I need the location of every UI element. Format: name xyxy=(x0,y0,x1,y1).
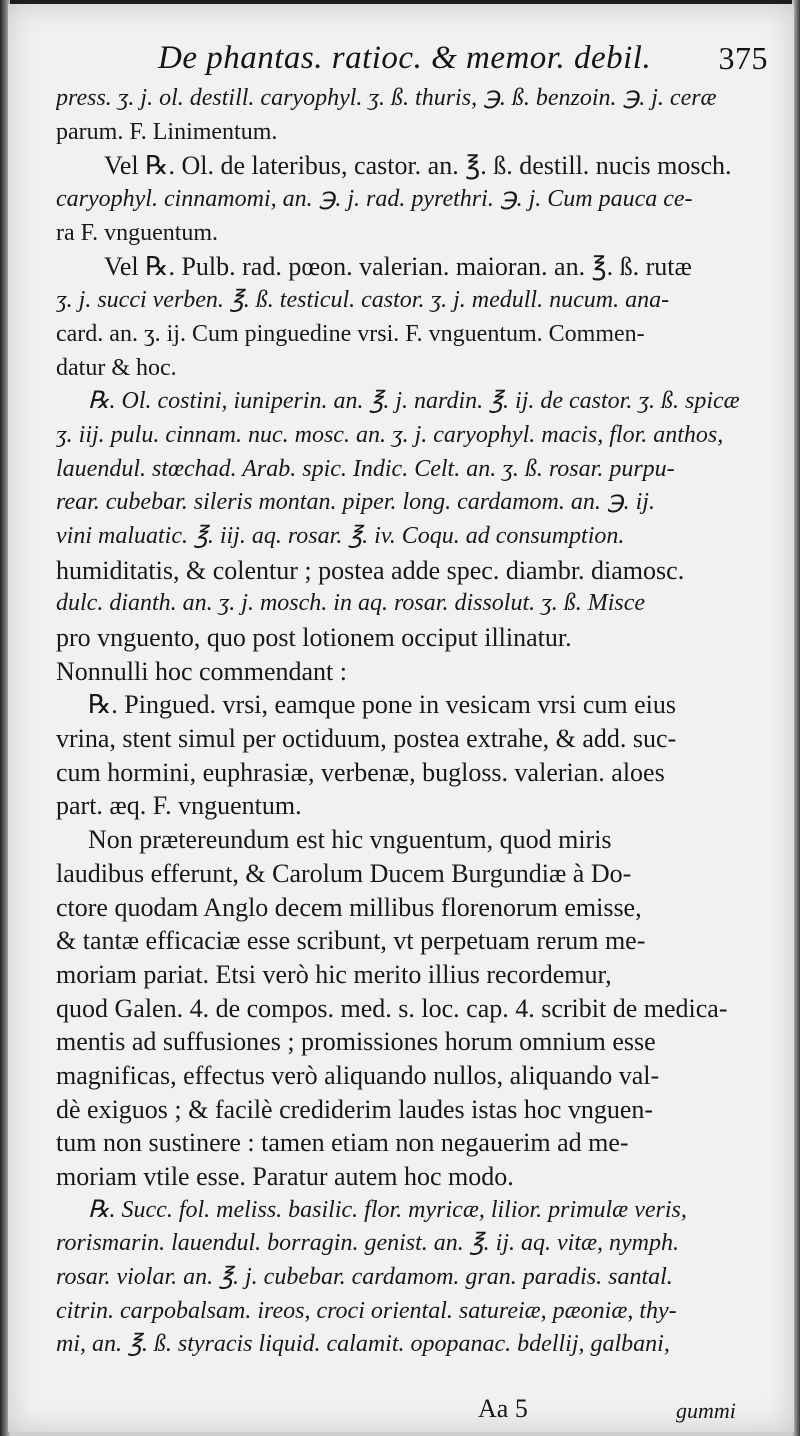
text-line: datur & hoc. xyxy=(56,354,177,381)
text-line: card. an. ʒ. ij. Cum pinguedine vrsi. F. vnguentum. Commen- xyxy=(56,320,645,347)
text-line: press. ʒ. j. ol. destill. caryophyl. ʒ. ß. thuris, ℈. ß. benzoin. ℈. j. ceræ xyxy=(56,85,717,111)
text-line: ℞. Ol. costini, iuniperin. an. ℥. j. nardin. ℥. ij. de castor. ʒ. ß. spicæ xyxy=(88,388,740,415)
text-line: ctore quodam Anglo decem millibus florenorum emisse, xyxy=(56,892,642,922)
text-line: moriam vtile esse. Paratur autem hoc modo. xyxy=(56,1162,514,1191)
text-line: Vel ℞. Pulb. rad. pœon. valerian. maioran. an. ℥. ß. rutæ xyxy=(104,252,692,282)
text-line: rosar. violar. an. ℥. j. cubebar. cardamom. gran. paradis. santal. xyxy=(56,1264,673,1291)
text-line: moriam pariat. Etsi verò hic merito illius recordemur, xyxy=(56,959,612,989)
catchword: gummi xyxy=(676,1398,736,1423)
text-line: Nonnulli hoc commendant : xyxy=(56,656,348,686)
text-line: & tantæ efficaciæ esse scribunt, vt perpetuam rerum me- xyxy=(56,926,646,956)
text-line: tum non sustinere : tamen etiam non negauerim ad me- xyxy=(56,1128,629,1158)
text-line: ʒ. iij. pulu. cinnam. nuc. mosc. an. ʒ. j. caryophyl. macis, flor. anthos, xyxy=(56,421,724,448)
text-line: caryophyl. cinnamomi, an. ℈. j. rad. pyrethri. ℈. j. Cum pauca ce- xyxy=(56,186,693,213)
text-line: rorismarin. lauendul. borragin. genist. an. ℥. ij. aq. vitæ, nymph. xyxy=(56,1230,679,1257)
text-line: rear. cubebar. sileris montan. piper. long. cardamom. an. ℈. ij. xyxy=(56,489,655,516)
text-line: ℞. Pingued. vrsi, eamque pone in vesicam vrsi cum eius xyxy=(88,690,676,720)
page-number: 375 xyxy=(718,40,768,76)
text-line: mentis ad suffusiones ; promissiones horum omnium esse xyxy=(56,1027,656,1057)
text-line: ʒ. j. succi verben. ℥. ß. testicul. castor. ʒ. j. medull. nucum. ana- xyxy=(56,287,670,314)
text-line: laudibus efferunt, & Carolum Ducem Burgundiæ à Do- xyxy=(56,858,632,888)
text-line: citrin. carpobalsam. ireos, croci oriental. satureiæ, pæoniæ, thy- xyxy=(56,1297,677,1324)
text-line: parum. F. Linimentum. xyxy=(56,118,278,145)
text-line: ra F. vnguentum. xyxy=(56,219,219,246)
running-title: De phantas. ratioc. & memor. debil. xyxy=(158,40,652,76)
page-footer xyxy=(8,1394,794,1430)
signature-mark: Aa 5 xyxy=(478,1394,528,1423)
text-line: humiditatis, & colentur ; postea adde spec. diambr. diamosc. xyxy=(56,555,685,585)
text-line: vrina, stent simul per octiduum, postea extrahe, & add. suc- xyxy=(56,724,677,754)
text-line: Non prætereundum est hic vnguentum, quod miris xyxy=(88,825,612,855)
text-line: Vel ℞. Ol. de lateribus, castor. an. ℥. ß. destill. nucis mosch. xyxy=(104,151,732,181)
text-line: part. æq. F. vnguentum. xyxy=(56,791,302,821)
text-line: lauendul. stœchad. Arab. spic. Indic. Celt. an. ʒ. ß. rosar. purpu- xyxy=(56,455,675,482)
text-line: mi, an. ℥. ß. styracis liquid. calamit. opopanac. bdellij, galbani, xyxy=(56,1331,670,1358)
running-header xyxy=(158,40,778,77)
text-line: dulc. dianth. an. ʒ. j. mosch. in aq. rosar. dissolut. ʒ. ß. Misce xyxy=(56,590,646,617)
text-line: cum hormini, euphrasiæ, verbenæ, bugloss. valerian. aloes xyxy=(56,757,665,787)
book-page xyxy=(8,4,794,1432)
text-line: dè exiguos ; & facilè crediderim laudes istas hoc vnguen- xyxy=(56,1094,654,1124)
text-line: magnificas, effectus verò aliquando nullos, aliquando val- xyxy=(56,1060,660,1090)
text-line: vini maluatic. ℥. iij. aq. rosar. ℥. iv. Coqu. ad consumption. xyxy=(56,522,625,549)
body-text xyxy=(56,82,776,1362)
text-line: pro vnguento, quo post lotionem occiput illinatur. xyxy=(56,623,572,652)
text-line: ℞. Succ. fol. meliss. basilic. flor. myricæ, lilior. primulæ veris, xyxy=(88,1196,687,1223)
text-line: quod Galen. 4. de compos. med. s. loc. cap. 4. scribit de medica- xyxy=(56,993,728,1023)
